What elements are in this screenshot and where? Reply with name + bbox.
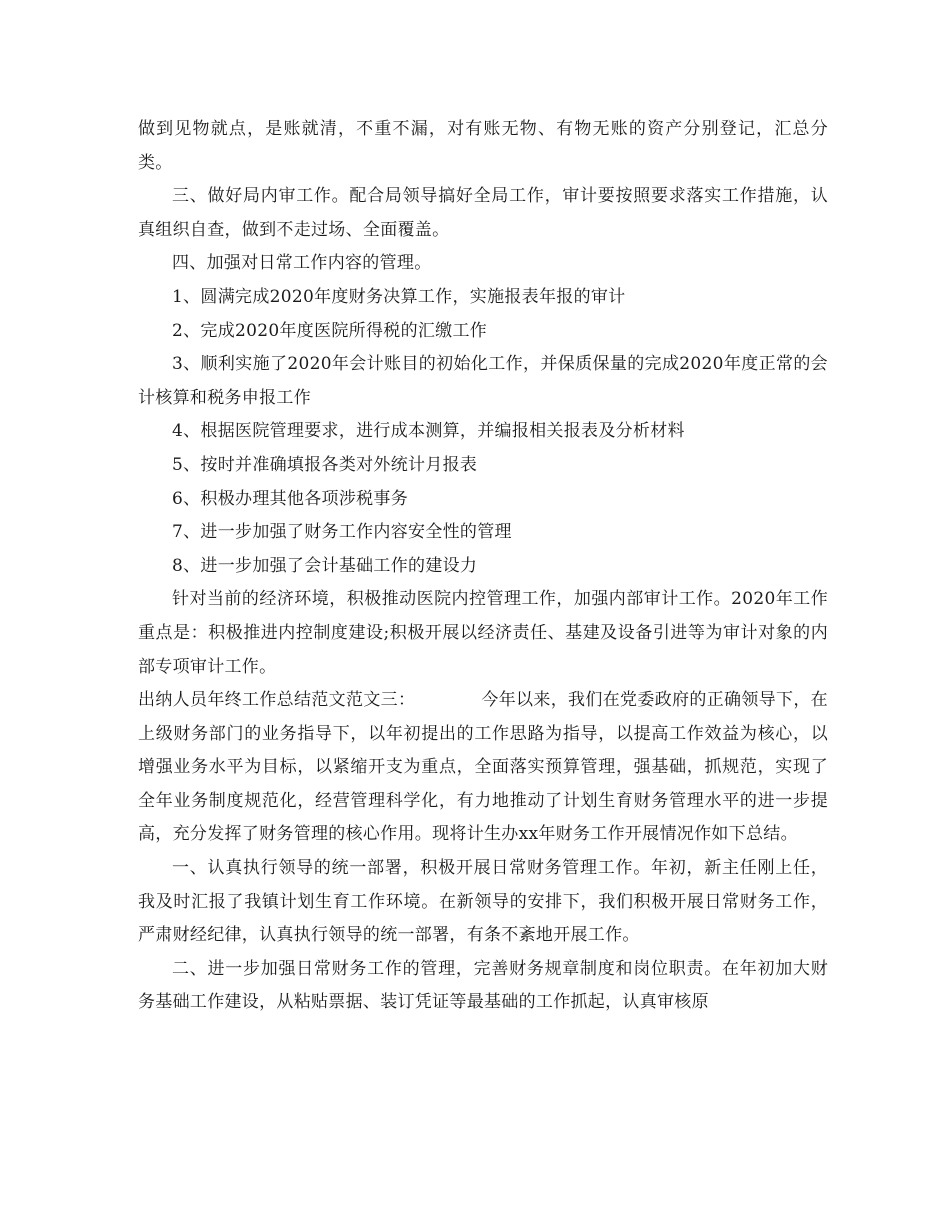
section-text: 今年以来，我们在党委政府的正确领导下，在上级财务部门的业务指导下，以年初提出的工作思路为指导，以提高工作效益为核心，以增强业务水平为目标，以紧缩开支为重点，全面落实预算管理，强基础，抓规范，实现了全年业务制度规范化，经营管理科学化，有力地推动了计划生育财务管理水平的进一步提高，充分发挥了财务管理的核心作用。现将计生办xx年财务工作开展情况作如下总结。	[138, 690, 828, 845]
paragraph-economic-environment: 针对当前的经济环境，积极推动医院内控管理工作，加强内部审计工作。2020年工作重点是：积极推进内控制度建设;积极开展以经济责任、基建及设备引进等为审计对象的内部专项审计工作。	[138, 589, 828, 677]
paragraph-internal-audit: 三、做好局内审工作。配合局领导搞好全局工作，审计要按照要求落实工作措施，认真组织自查，做到不走过场、全面覆盖。	[138, 186, 828, 240]
paragraph-daily-management: 四、加强对日常工作内容的管理。	[172, 253, 432, 274]
list-item: 3、顺利实施了2020年会计账目的初始化工作，并保质保量的完成2020年度正常的会计核算和税务申报工作	[138, 354, 828, 408]
list-item: 2、完成2020年度医院所得税的汇缴工作	[172, 320, 488, 341]
list-item: 8、进一步加强了会计基础工作的建设力	[172, 555, 478, 576]
paragraph-strengthen-management: 二、进一步加强日常财务工作的管理，完善财务规章制度和岗位职责。在年初加大财务基础工作建设，从粘贴票据、装订凭证等最基础的工作抓起，认真审核原	[138, 958, 828, 1013]
paragraph-implement-deployment: 一、认真执行领导的统一部署，积极开展日常财务管理工作。年初，新主任刚上任，我及时汇报了我镇计划生育工作环境。在新领导的安排下，我们积极开展日常财务工作，严肃财经纪律，认真执行领导的统一部署，有条不紊地开展工作。	[138, 858, 828, 946]
list-item: 1、圆满完成2020年度财务决算工作，实施报表年报的审计	[172, 286, 626, 307]
list-item: 5、按时并准确填报各类对外统计月报表	[172, 454, 478, 475]
list-item: 6、积极办理其他各项涉税事务	[172, 488, 409, 509]
paragraph-asset-registration: 做到见物就点，是账就清，不重不漏，对有账无物、有物无账的资产分别登记，汇总分类。	[138, 119, 828, 173]
list-item: 4、根据医院管理要求，进行成本测算，并编报相关报表及分析材料	[172, 421, 685, 442]
section-title: 出纳人员年终工作总结范文范文三：	[138, 690, 416, 711]
document-body	[138, 113, 828, 1020]
list-item: 7、进一步加强了财务工作内容安全性的管理	[172, 522, 512, 543]
paragraph-section-three	[138, 684, 828, 852]
